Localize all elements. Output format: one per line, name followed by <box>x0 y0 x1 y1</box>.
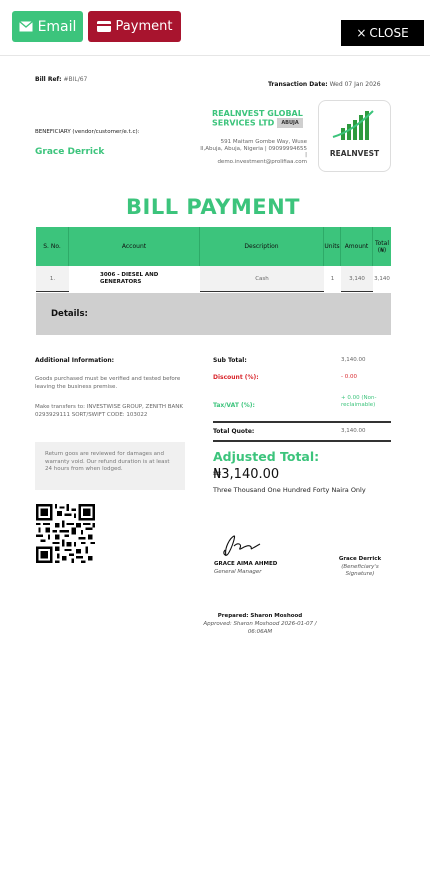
column-header-total: Total (₦) <box>374 239 389 254</box>
close-icon: × <box>356 26 367 40</box>
cell-total: 3,140 <box>373 266 391 292</box>
column-header-description: Description <box>200 227 324 266</box>
cell-sno: 1. <box>49 276 56 282</box>
logo-text: REALNVEST <box>329 149 380 158</box>
beneficiary-signature <box>330 556 390 579</box>
prepared-by-text: Prepared: Sharon Moshood <box>217 613 303 619</box>
adjusted-total-label: Adjusted Total: <box>213 449 320 464</box>
discount-value: - 0.00 <box>341 374 357 380</box>
table-row <box>36 266 391 292</box>
column-header-amount: Amount <box>341 227 373 266</box>
payment-button[interactable] <box>88 11 181 42</box>
beneficiary-name: Grace Derrick <box>35 147 105 157</box>
transaction-date-label: Transaction Date: <box>268 81 328 88</box>
summary-divider <box>213 421 391 423</box>
details-label: Details: <box>51 309 88 319</box>
column-header-sno: S. No. <box>36 227 69 266</box>
company-email: demo.investment@prolifiaa.com <box>217 158 307 165</box>
approved-by-text: Approved: Sharon Moshood 2026-01-07 / 06:06AM <box>203 621 317 635</box>
qr-code-icon <box>36 504 95 563</box>
details-section <box>36 293 391 335</box>
branch-badge: ABUJA <box>277 118 302 128</box>
return-policy-text: Return goos are reviewed for damages and warranty void. Our refund duration is at least 24 hours from when lodged. <box>45 451 170 472</box>
bank-transfer-info: Make transfers to: INVESTWISE GROUP, ZENITH BANK 0293929111 SORT/SWIFT CODE: 103022 <box>35 404 184 418</box>
tax-label: Tax/VAT (%): <box>213 402 255 409</box>
cell-account: 3006 - DIESEL AND GENERATORS <box>69 266 200 292</box>
total-divider <box>213 440 391 442</box>
table-header <box>36 227 391 266</box>
cell-description: Cash <box>255 276 269 282</box>
subtotal-value: 3,140.00 <box>341 357 366 363</box>
column-header-units: Units <box>324 227 341 266</box>
bill-reference <box>35 76 87 83</box>
company-logo <box>318 100 391 172</box>
bar-chart-logo-icon <box>319 101 392 149</box>
toolbar <box>0 0 430 56</box>
subtotal-label: Sub Total: <box>213 357 247 364</box>
company-address <box>200 139 307 165</box>
company-name <box>212 110 312 128</box>
transaction-date <box>268 81 381 88</box>
beneficiary-signature-caption: (Beneficiary's Signature) <box>341 563 379 577</box>
signer-role: General Manager <box>214 569 262 575</box>
total-quote-label: Total Quote: <box>213 428 255 435</box>
additional-info-title: Additional Information: <box>35 357 115 364</box>
total-quote-value: 3,140.00 <box>341 428 366 434</box>
email-button[interactable] <box>12 11 83 42</box>
cell-units: 1 <box>324 266 341 292</box>
payment-button-label: Payment <box>115 19 173 34</box>
column-header-account: Account <box>69 227 200 266</box>
card-icon <box>97 21 111 32</box>
adjusted-total-amount: ₦3,140.00 <box>213 467 280 482</box>
tax-value: + 0.00 (Non-reclaimable) <box>341 395 377 408</box>
beneficiary-signature-name: Grace Derrick <box>338 556 382 562</box>
amount-in-words: Three Thousand One Hundred Forty Naira Only <box>213 486 366 494</box>
close-button[interactable] <box>341 20 424 46</box>
envelope-icon <box>19 21 33 32</box>
close-button-label: CLOSE <box>369 26 409 40</box>
signer-name: GRACE AIMA AHMED <box>214 561 278 567</box>
page-title: BILL PAYMENT <box>126 195 300 219</box>
signature-image <box>216 530 264 560</box>
prepared-by <box>200 612 320 636</box>
discount-label: Discount (%): <box>213 374 259 381</box>
beneficiary-label: BENEFICIARY (vendor/customer/e.t.c): <box>35 129 140 135</box>
bill-ref-label: Bill Ref: <box>35 76 62 83</box>
cell-amount: 3,140 <box>349 276 365 282</box>
bill-ref-value: #BIL/67 <box>63 76 88 83</box>
return-policy-box <box>35 442 185 490</box>
company-address-text: 591 Maitam Gombe Way, Wuse II,Abuja, Abuja, Nigeria | 09099994655 | <box>200 139 307 158</box>
transaction-date-value: Wed 07 Jan 2026 <box>329 81 381 88</box>
additional-info-text: Goods purchased must be verified and tested before leaving the business premise. <box>35 376 181 390</box>
email-button-label: Email <box>37 18 77 35</box>
company-name-text: REALNVEST GLOBAL SERVICES LTD <box>212 109 303 128</box>
